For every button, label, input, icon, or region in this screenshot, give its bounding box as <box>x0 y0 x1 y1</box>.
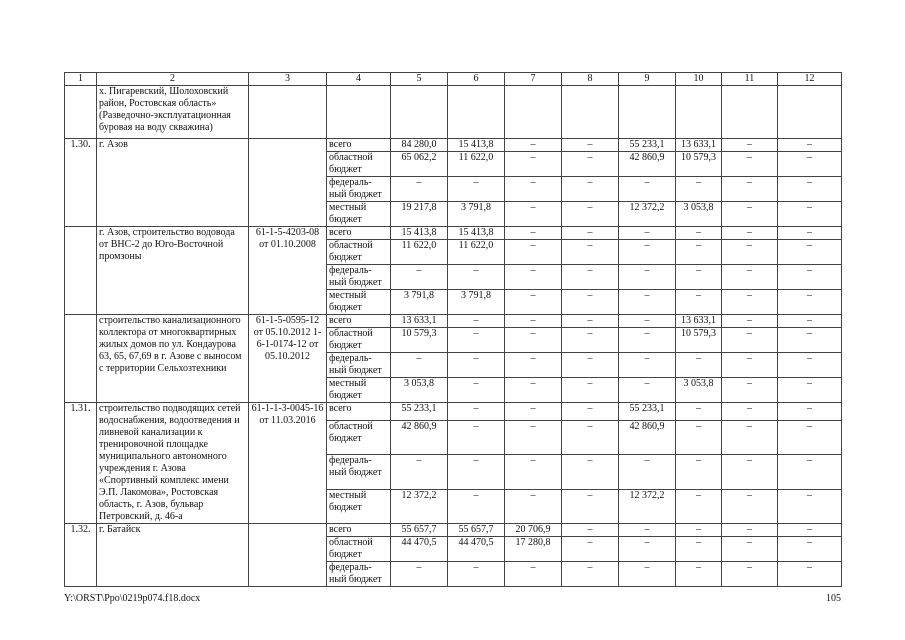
value-cell: – <box>505 420 562 454</box>
empty-cell <box>249 86 327 139</box>
table-row <box>65 403 842 421</box>
column-header: 11 <box>722 73 778 86</box>
value-cell: – <box>505 139 562 152</box>
value-cell: – <box>722 227 778 240</box>
value-cell: 17 280,8 <box>505 537 562 562</box>
value-cell: – <box>778 202 842 227</box>
row-number <box>65 315 97 403</box>
empty-cell <box>448 86 505 139</box>
value-cell: 44 470,5 <box>391 537 448 562</box>
value-cell: – <box>562 403 619 421</box>
value-cell: – <box>778 227 842 240</box>
value-cell: – <box>391 455 448 489</box>
value-cell: – <box>448 328 505 353</box>
value-cell: – <box>722 403 778 421</box>
value-cell: – <box>391 265 448 290</box>
value-cell: – <box>448 378 505 403</box>
value-cell: – <box>505 403 562 421</box>
value-cell: – <box>778 403 842 421</box>
value-cell: – <box>505 227 562 240</box>
value-cell: – <box>562 290 619 315</box>
value-cell: – <box>562 227 619 240</box>
value-cell: – <box>676 562 722 587</box>
row-number: 1.31. <box>65 403 97 524</box>
value-cell: 55 233,1 <box>619 403 676 421</box>
value-cell: – <box>722 378 778 403</box>
table-body <box>65 73 842 587</box>
value-cell: 12 372,2 <box>391 489 448 523</box>
funding-type: всего <box>327 403 391 421</box>
value-cell: 11 622,0 <box>448 152 505 177</box>
funding-type: федераль-ный бюджет <box>327 353 391 378</box>
value-cell: – <box>562 265 619 290</box>
value-cell: 10 579,3 <box>676 152 722 177</box>
value-cell: – <box>505 265 562 290</box>
value-cell: – <box>505 202 562 227</box>
table-row <box>65 227 842 240</box>
value-cell: – <box>722 290 778 315</box>
registration-number: 61-1-1-3-0045-16 от 11.03.2016 <box>249 403 327 524</box>
funding-type: федераль-ный бюджет <box>327 177 391 202</box>
value-cell: – <box>505 353 562 378</box>
value-cell: 13 633,1 <box>676 139 722 152</box>
object-name: г. Азов, строительство водовода от ВНС-2 до Юго-Восточной промзоны <box>97 227 249 315</box>
value-cell: – <box>505 240 562 265</box>
column-header: 7 <box>505 73 562 86</box>
value-cell: – <box>505 489 562 523</box>
budget-table <box>64 72 842 587</box>
row-number: 1.30. <box>65 139 97 227</box>
value-cell: – <box>722 177 778 202</box>
value-cell: 19 217,8 <box>391 202 448 227</box>
value-cell: – <box>562 139 619 152</box>
value-cell: 42 860,9 <box>619 420 676 454</box>
value-cell: 3 053,8 <box>391 378 448 403</box>
value-cell: 15 413,8 <box>391 227 448 240</box>
continuation-row <box>65 86 842 139</box>
value-cell: – <box>562 328 619 353</box>
value-cell: 55 233,1 <box>619 139 676 152</box>
funding-type: областной бюджет <box>327 420 391 454</box>
value-cell: – <box>676 177 722 202</box>
funding-type: местный бюджет <box>327 290 391 315</box>
value-cell: – <box>448 420 505 454</box>
funding-type: федераль-ный бюджет <box>327 562 391 587</box>
value-cell: – <box>778 562 842 587</box>
table-row <box>65 315 842 328</box>
column-header: 2 <box>97 73 249 86</box>
value-cell: 13 633,1 <box>391 315 448 328</box>
empty-cell <box>391 86 448 139</box>
value-cell: – <box>722 139 778 152</box>
registration-number: 61-1-5-0595-12 от 05.10.2012 1-6-1-0174-12 от 05.10.2012 <box>249 315 327 403</box>
value-cell: 44 470,5 <box>448 537 505 562</box>
empty-cell <box>676 86 722 139</box>
row-number: 1.32. <box>65 524 97 587</box>
value-cell: 42 860,9 <box>619 152 676 177</box>
value-cell: 65 062,2 <box>391 152 448 177</box>
value-cell: – <box>619 562 676 587</box>
object-name: строительство подводящих сетей водоснабжения, водоотведения и ливневой канализации к тренировочной площадке муниципального автономного учреждения г. Азова «Спортивный комплекс имени Э.П. Лакомова», Ростовская область, г. Азов, бульвар Петровский, д. 46-а <box>97 403 249 524</box>
funding-type: всего <box>327 315 391 328</box>
funding-type: областной бюджет <box>327 152 391 177</box>
value-cell: – <box>676 290 722 315</box>
value-cell: – <box>722 524 778 537</box>
registration-number: 61-1-5-4203-08 от 01.10.2008 <box>249 227 327 315</box>
column-header: 12 <box>778 73 842 86</box>
value-cell: – <box>778 139 842 152</box>
value-cell: – <box>676 455 722 489</box>
value-cell: 15 413,8 <box>448 139 505 152</box>
value-cell: – <box>619 290 676 315</box>
value-cell: – <box>676 240 722 265</box>
value-cell: – <box>676 420 722 454</box>
value-cell: – <box>505 455 562 489</box>
value-cell: – <box>778 152 842 177</box>
value-cell: – <box>562 152 619 177</box>
funding-type: местный бюджет <box>327 489 391 523</box>
value-cell: – <box>448 177 505 202</box>
value-cell: – <box>676 537 722 562</box>
empty-cell <box>562 86 619 139</box>
value-cell: – <box>722 152 778 177</box>
value-cell: 10 579,3 <box>676 328 722 353</box>
value-cell: – <box>562 353 619 378</box>
value-cell: 11 622,0 <box>391 240 448 265</box>
value-cell: 3 791,8 <box>391 290 448 315</box>
value-cell: – <box>505 177 562 202</box>
value-cell: – <box>778 537 842 562</box>
value-cell: – <box>778 177 842 202</box>
value-cell: – <box>722 240 778 265</box>
column-header: 1 <box>65 73 97 86</box>
row-number <box>65 227 97 315</box>
value-cell: – <box>676 353 722 378</box>
value-cell: – <box>448 353 505 378</box>
value-cell: – <box>722 328 778 353</box>
value-cell: – <box>505 562 562 587</box>
value-cell: – <box>778 489 842 523</box>
value-cell: – <box>619 177 676 202</box>
value-cell: – <box>619 315 676 328</box>
value-cell: – <box>505 315 562 328</box>
value-cell: – <box>391 562 448 587</box>
value-cell: 3 053,8 <box>676 378 722 403</box>
value-cell: – <box>619 328 676 353</box>
registration-number <box>249 139 327 227</box>
value-cell: – <box>676 524 722 537</box>
value-cell: – <box>722 455 778 489</box>
value-cell: – <box>562 562 619 587</box>
value-cell: – <box>778 315 842 328</box>
funding-type: областной бюджет <box>327 240 391 265</box>
value-cell: – <box>562 202 619 227</box>
value-cell: – <box>562 455 619 489</box>
value-cell: – <box>505 378 562 403</box>
value-cell: – <box>391 353 448 378</box>
value-cell: – <box>562 537 619 562</box>
value-cell: – <box>448 489 505 523</box>
value-cell: – <box>676 403 722 421</box>
table-row <box>65 524 842 537</box>
value-cell: 3 791,8 <box>448 290 505 315</box>
object-name: г. Азов <box>97 139 249 227</box>
value-cell: – <box>778 328 842 353</box>
value-cell: – <box>778 420 842 454</box>
value-cell: – <box>505 290 562 315</box>
empty-cell <box>505 86 562 139</box>
value-cell: – <box>676 265 722 290</box>
value-cell: – <box>778 455 842 489</box>
column-header: 10 <box>676 73 722 86</box>
object-name: г. Батайск <box>97 524 249 587</box>
value-cell: 11 622,0 <box>448 240 505 265</box>
value-cell: – <box>562 420 619 454</box>
value-cell: – <box>722 420 778 454</box>
value-cell: – <box>722 562 778 587</box>
funding-type: всего <box>327 139 391 152</box>
value-cell: – <box>619 240 676 265</box>
table-row <box>65 139 842 152</box>
value-cell: – <box>448 265 505 290</box>
value-cell: – <box>505 328 562 353</box>
funding-type: всего <box>327 524 391 537</box>
value-cell: 84 280,0 <box>391 139 448 152</box>
value-cell: – <box>778 524 842 537</box>
value-cell: – <box>722 489 778 523</box>
value-cell: – <box>562 315 619 328</box>
value-cell: – <box>722 315 778 328</box>
funding-type: местный бюджет <box>327 378 391 403</box>
value-cell: – <box>619 378 676 403</box>
column-header: 6 <box>448 73 505 86</box>
column-header: 5 <box>391 73 448 86</box>
value-cell: – <box>562 177 619 202</box>
value-cell: 42 860,9 <box>391 420 448 454</box>
funding-type: всего <box>327 227 391 240</box>
value-cell: – <box>562 524 619 537</box>
value-cell: – <box>722 265 778 290</box>
value-cell: – <box>676 489 722 523</box>
column-header: 3 <box>249 73 327 86</box>
value-cell: 3 791,8 <box>448 202 505 227</box>
footer-file-path: Y:\ORST\Ppo\0219p074.f18.docx <box>64 593 201 604</box>
value-cell: – <box>778 265 842 290</box>
value-cell: 3 053,8 <box>676 202 722 227</box>
column-header: 8 <box>562 73 619 86</box>
value-cell: – <box>619 353 676 378</box>
funding-type: областной бюджет <box>327 328 391 353</box>
empty-cell <box>778 86 842 139</box>
empty-cell <box>327 86 391 139</box>
empty-cell <box>619 86 676 139</box>
value-cell: – <box>448 455 505 489</box>
value-cell: – <box>391 177 448 202</box>
value-cell: – <box>722 353 778 378</box>
funding-type: федераль-ный бюджет <box>327 455 391 489</box>
value-cell: – <box>778 240 842 265</box>
value-cell: – <box>448 562 505 587</box>
value-cell: – <box>722 202 778 227</box>
column-header: 4 <box>327 73 391 86</box>
empty-cell <box>722 86 778 139</box>
continuation-text: х. Пигаревский, Шолоховский район, Ростовская область» (Разведочно-эксплуатационная буровая на воду скважина) <box>97 86 249 139</box>
value-cell: – <box>778 290 842 315</box>
funding-type: местный бюджет <box>327 202 391 227</box>
value-cell: 10 579,3 <box>391 328 448 353</box>
value-cell: – <box>562 489 619 523</box>
value-cell: 55 233,1 <box>391 403 448 421</box>
value-cell: – <box>619 455 676 489</box>
value-cell: 12 372,2 <box>619 202 676 227</box>
funding-type: областной бюджет <box>327 537 391 562</box>
header-row <box>65 73 842 86</box>
value-cell: 55 657,7 <box>391 524 448 537</box>
value-cell: – <box>505 152 562 177</box>
funding-type: федераль-ный бюджет <box>327 265 391 290</box>
value-cell: – <box>562 378 619 403</box>
value-cell: 12 372,2 <box>619 489 676 523</box>
footer-page-number: 105 <box>826 593 841 604</box>
value-cell: – <box>448 403 505 421</box>
value-cell: 13 633,1 <box>676 315 722 328</box>
value-cell: 55 657,7 <box>448 524 505 537</box>
value-cell: 15 413,8 <box>448 227 505 240</box>
registration-number <box>249 524 327 587</box>
value-cell: 20 706,9 <box>505 524 562 537</box>
value-cell: – <box>619 227 676 240</box>
value-cell: – <box>676 227 722 240</box>
value-cell: – <box>562 240 619 265</box>
column-header: 9 <box>619 73 676 86</box>
value-cell: – <box>619 265 676 290</box>
value-cell: – <box>448 315 505 328</box>
value-cell: – <box>722 537 778 562</box>
value-cell: – <box>619 537 676 562</box>
continuation-num-cell <box>65 86 97 139</box>
value-cell: – <box>778 378 842 403</box>
value-cell: – <box>619 524 676 537</box>
object-name: строительство канализационного коллектора от многоквартирных жилых домов по ул. Кондаурова 63, 65, 67,69 в г. Азове с выносом с территории Сельхозтехники <box>97 315 249 403</box>
value-cell: – <box>778 353 842 378</box>
